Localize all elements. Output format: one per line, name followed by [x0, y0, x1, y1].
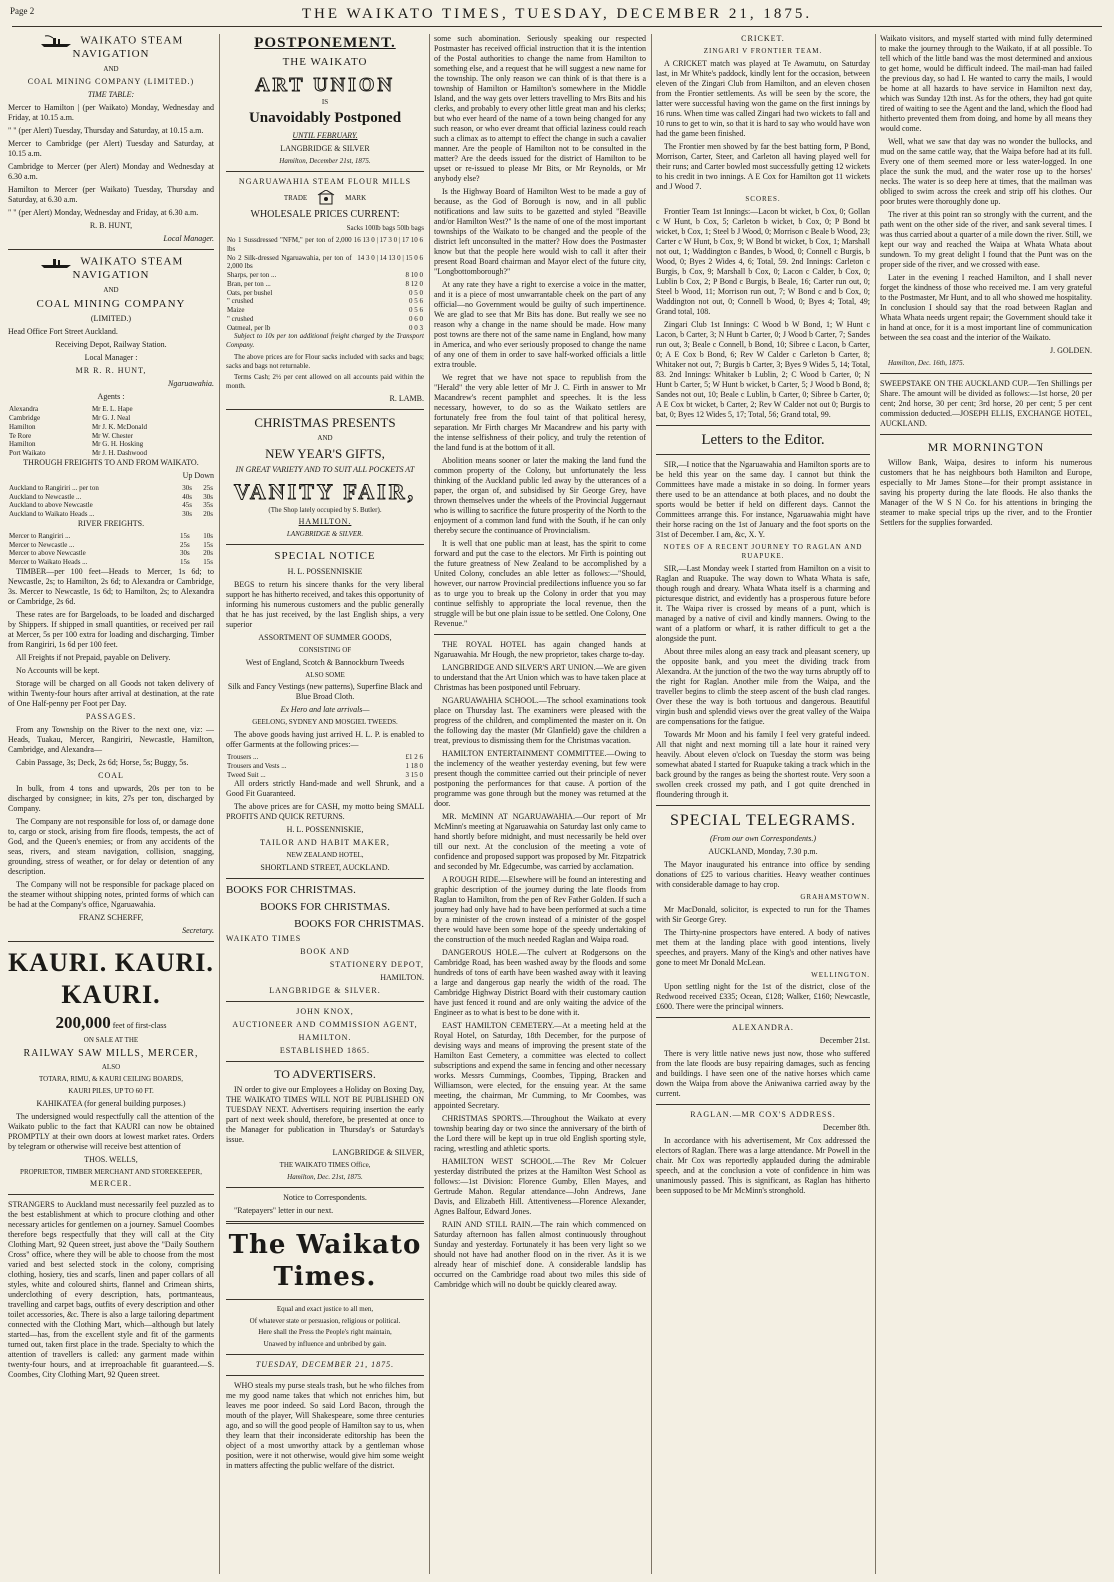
- ad-and: AND: [103, 65, 119, 74]
- article-divider: [434, 634, 646, 635]
- table-row: Trousers ... £1 2 6: [227, 753, 423, 761]
- postponement-headline: POSTPONEMENT.: [254, 35, 396, 51]
- local-manager-name: MR R. R. HUNT,: [75, 366, 147, 376]
- masthead-divider: [226, 1221, 424, 1224]
- freights-updown: Up Down: [182, 470, 214, 480]
- column-rule: [875, 34, 876, 1574]
- kauri-also: ALSO: [101, 1063, 121, 1072]
- hl-motto: The above prices are for CASH, my motto being SMALL PROFITS AND QUICK RETURNS.: [226, 802, 424, 822]
- table-row: Cambridge Mr G. J. Neal: [9, 414, 131, 423]
- waikato-times-depot: WAIKATO TIMES: [226, 934, 302, 944]
- leader-article: WHO steals my purse steals trash, but he who filches from me my good name takes that which not enriches him, but leaves me poor indeed. So said Lord Bacon, through the mouth of the player, Will Shakespeare, some three centuries ago, and so will the good people of Hamilton say to us, when they learn that their inconsiderate editorship has been the object of a most unworthy attack by a gentleman whose position, were it not otherwise, would give him some weight in matters affecting the public welfare of the district.: [226, 1380, 424, 1470]
- kauri-items: TOTARA, RIMU, & KAURI CEILING BOARDS,: [39, 1075, 183, 1084]
- leader-article-continued: We regret that we have not space to republish from the "Herald" the very able letter of Mr J. C. Firth in answer to Mr Macandrew's recent pamphlet and speeches. It is the less necessary, however, to do so as the Waikato settlers are fortunately free from the foul taint of that political heresy, separation. Mr Firth charges Mr Macandrew and his party with the intense selfishness of their policy, and truly the retention of the land fund is at the bottom of it all.: [434, 373, 646, 452]
- news-item: DANGEROUS HOLE.—The culvert at Rodgersons on the Cambridge Road, has been washed away by the floods and some hundreds of tons of earth have been washed away with it leaving a large and dangerous gap nearly the width of the road. The Cambridge Highway District Board with their customary caution have just fenced it round and are only waiting the advice of the Engineer as to what is best to be done with it.: [434, 948, 646, 1017]
- also-some-line: ALSO SOME: [305, 670, 345, 679]
- motto-line: Unawed by influence and unbribed by gain.: [263, 1340, 387, 1348]
- hl-prices-intro: The above goods having just arrived H. L. P. is enabled to offer Garments at the following prices:—: [226, 730, 424, 749]
- ad-divider: [8, 249, 214, 250]
- ad-signature: LANGBRIDGE & SILVER.: [269, 986, 381, 996]
- column-2: [226, 34, 424, 1574]
- coombes-advert: STRANGERS to Auckland must necessarily feel puzzled as to the best establishment at which to procure clothing and other necessary articles for gentlemen on a journey. Samuel Coombes therefore begs respectfully that they will call at the City Clothing Mart, 92 Queen street, just above the "Daily Southern Cross" office, where they will be able to choose from the most varied and best selected stock in the colony, comprising clothing, hosiery, ties and scarfs, linen and paper collars of all styles, white and coloured shirts, flannel and Crimean shirts, underclothing of every description, hats, portmanteaus, travelling and carpet bags, outfits of every description and other toilet accessories, &c. There is also a large tailoring department connected with the Clothing Mart, which—although but lately started—has, from the excellent style and fit of the garments turned out, taken first place in the trade. Specialty to which the attention of travellers is called: any garment made within twenty-four hours, and at irreproachable fit guaranteed.—S. Coombes, City Clothing Mart, 92 Queen street.: [8, 1200, 214, 1380]
- ad-signature-place: MERCER.: [90, 1179, 132, 1189]
- steamship-icon: [39, 255, 73, 269]
- receiving-depot: Receiving Depot, Railway Station.: [55, 340, 167, 350]
- steam-nav-ad-title: WAIKATO STEAM NAVIGATION: [8, 34, 214, 62]
- table-row: No 2 Silk-dressed Ngaruawahia, per ton of 2,000 lbs 14 3 0 | 14 13 0 | 15 0 6: [227, 253, 423, 271]
- journey-date: Hamilton, Dec. 16th, 1875.: [888, 359, 965, 367]
- books-for-christmas: BOOKS FOR CHRISTMAS.: [294, 917, 424, 930]
- geelong-line: GEELONG, SYDNEY AND MOSGIEL TWEEDS.: [252, 718, 398, 727]
- journey-continued: Later in the evening I reached Hamilton, and I shall never forget the kindness of those who received me. I am very grateful to the Postmaster, Mr Hunt, and to all who showed me hospitality. In conclusion I should say that the road between Raglan and Whata Whata needs urgent repair; the Government should take it in hand at once, for it is a most important line of communication between the sea coast and the interior of the Waikato.: [880, 273, 1092, 342]
- art-union-title: ART UNION: [255, 73, 395, 96]
- ad-place: HAMILTON.: [380, 973, 424, 983]
- liability-notice: The Company are not responsible for loss of, or damage done to, cargo or stock, arising from fire floods, tempests, the act of God, and the Queen's enemies; or from any accidents of the seas, rivers, and steam navigation, collision, snagging, grounding, stress of weather, or for delay or detention of any description.: [8, 816, 214, 876]
- vanity-fair-note: (The Shop lately occupied by S. Butler).: [268, 505, 382, 514]
- auctioneer-line: AUCTIONEER AND COMMISSION AGENT,: [232, 1020, 418, 1030]
- coal-title: COAL: [98, 770, 124, 780]
- news-item: A ROUGH RIDE.—Elsewhere will be found an interesting and graphic description of the journey during the late floods from Raglan to Hamilton, from the pen of Rev Father Golden. If such a journey had only have had to have been performed at such a time by a minister of the crown instead of a minister of the gospel there would have been some hope of the speedy undertaking of the construction of the much needed Raglan and Waipa road.: [434, 875, 646, 944]
- no-accounts-note: No Accounts will be kept.: [16, 665, 100, 675]
- stationery-depot: STATIONERY DEPOT,: [329, 960, 424, 970]
- leader-article-continued: Is the Highway Board of Hamilton West to be made a guy of because, as the God of Borough is now, and in all public notifications and law suits to be gazetted and styled "Beaville and/or Hamilton West?" Is the name of one of the most important townships of the Waikato to be changed and the people of the district left unconsulted in the matter? How does the Postmaster know but that the people here would wish to call it after their present Road Board chairman and Mayor elect of the future city, "Longbottomborough?": [434, 187, 646, 276]
- timetable-row: Hamilton to Mercer (per Waikato) Tuesday, Thursday and Saturday, at 6.30 a.m.: [8, 184, 214, 204]
- motto-line: Here shall the Press the People's right maintain,: [258, 1328, 392, 1337]
- art-union-the-waikato: THE WAIKATO: [282, 55, 368, 68]
- table-row: " crushed 0 6 0: [227, 314, 423, 323]
- table-row: Port Waikato Mr J. H. Dashwood: [9, 449, 147, 458]
- telegram-place: WELLINGTON.: [811, 970, 870, 979]
- telegram-place: GRAHAMSTOWN.: [800, 892, 870, 901]
- scores-zingari: Zingari Club 1st Innings: C Wood b W Bond, 1; W Hunt c Lacon, b Carter, 3; N Hunt b Carter, 0; J Wood b Carter, 7; Sandes run out, 3; Beale c Connell, b Bond, 10; Sibree c Lacon, b Carter, 0; A E Cox b Bond, 6; Rev W Calder c Carleton b Carter, 8; Whitaker not out, 7; Burgis b Carter, 3; Byes 9 Wides 5, 14; Total, 83. 2nd Innings: Whitaker b Lublin, 2; C Wood b Carter, 0; N Hunt b Carter, 5; W Hunt b wicket, b Carter, 5; J Wood b Bond, 8; Sandes not out, 10; Beale c Lublin, b Carter, 0; Sibree b Carter, 0; A E Cox bt wicket, b Carter, 2; Rev W Calder not out 0; Burgis to bat, 0; Byes 12 Wides 5, 17; Total, 56; Grand total, 99.: [656, 319, 870, 419]
- column-4: [656, 34, 870, 1574]
- table-row: Bran, per ton ... 8 12 0: [227, 279, 423, 288]
- cricket-report: A CRICKET match was played at Te Awamutu, on Saturday last, in Mr White's paddock, kindly lent for the occasion, between eleven of the Zingari Club from Hamilton, and an eleven chosen from the Frontier settlements. As will be seen by the score, the latter were successful having won the game on the first innings by 16 runs. When time was called Zingari had two wickets to fall and 10 runs to get to win, so that it is hard to say who would have won had the game been finished.: [656, 58, 870, 138]
- telegram-text: The Mayor inaugurated his entrance into office by sending donations of £25 to various charities. Heavy weather continues with considerable damage to hay crop.: [656, 859, 870, 889]
- terms-note: Terms Cash; 2½ per cent allowed on all accounts paid within the month.: [226, 373, 424, 390]
- news-item: EAST HAMILTON CEMETERY.—At a meeting held at the Royal Hotel, on Saturday, 18th December, for the purpose of devising ways and means of improving the present state of the Hamilton East Cemetery, a committee was elected to collect subscriptions and expend the same in fencing and other necessary works. Messrs Cummings, Coombes, Tipping, Bracken and Williamson, were elected, for the ensuing year. At the same meeting, the chairman, Mr Cumming, to Mr Coombes, was appointed Secretary.: [434, 1021, 646, 1110]
- scores-title: SCORES.: [745, 194, 781, 203]
- kauri-kahikatea: KAHIKATEA (for general building purposes.): [36, 1098, 186, 1108]
- journey-continued: Waikato visitors, and myself started with mind fully determined to make the journey through to the Waikato, if at all possible. To tell which of the little band was the most determined and anxious to get home, would be difficult indeed. The mail-man had failed the previous day, so had I. He wanted to carry the mails, I would be home at all hazards to have service in Hamilton next day, which was Sunday 12th inst. As for the others, they had got quite tired of waiting to see the Agent and the land, which the flood had hitherto prevented them from doing, and home by all means they would come.: [880, 34, 1092, 133]
- table-row: Trousers and Vests ... 1 18 0: [227, 761, 423, 770]
- vanity-fair-title: VANITY FAIR,: [233, 479, 417, 504]
- special-telegrams-title: SPECIAL TELEGRAMS.: [669, 811, 856, 829]
- table-row: Auckland to Newcastle ... 40s 30s: [9, 492, 213, 501]
- passages-text: From any Township on the River to the next one, viz: — Heads, Tuakau, Mercer, Rangiriri, Newcastle, Hamilton, Cambridge, and Alexandra—: [8, 724, 214, 754]
- freights-payable: All Freights if not Prepaid, payable on Delivery.: [16, 652, 171, 662]
- ad-divider: [880, 373, 1092, 374]
- flour-price-table: [226, 236, 424, 289]
- ad-divider: [226, 544, 424, 545]
- nameplate-rule: [226, 1299, 424, 1300]
- timetable-row: " " (per Alert) Monday, Wednesday and Friday, at 6.30 a.m.: [8, 207, 199, 217]
- oats-price-table: [226, 289, 424, 333]
- news-item: HAMILTON ENTERTAINMENT COMMITTEE.—Owing to the inclemency of the weather yesterday evening, but few were present though the committee carried out their principle of never postponing the performances for that cause. A portion of the programme was gone through but the money was returned at the door.: [434, 749, 646, 808]
- table-row: Mercer to Waikato Heads ... 15s 15s: [9, 558, 213, 567]
- ad-divider: [226, 1001, 424, 1002]
- unavoidably-postponed: Unavoidably Postponed: [248, 110, 402, 127]
- tailor-line: TAILOR AND HABIT MAKER,: [260, 838, 390, 848]
- ad-divider: [226, 409, 424, 410]
- timetable-row: " " (per Alert) Tuesday, Thursday and Saturday, at 10.15 a.m.: [8, 125, 204, 135]
- alexandra-text: There is very little native news just now, those who suffered from the late floods are busy repairing damages, such as fencing and buildings. I have seen one of the native horses which came down the Waipa from above the Aniwaniwa carried away by the current.: [656, 1049, 870, 1099]
- table-row: Mercer to above Newcastle 30s 20s: [9, 549, 213, 558]
- great-variety: IN GREAT VARIETY AND TO SUIT ALL POCKETS AT: [235, 465, 415, 474]
- ad-signature: THOS. WELLS,: [84, 1154, 138, 1164]
- timber-rates: TIMBER—per 100 feet—Heads to Mercer, 1s 6d; to Newcastle, 2s; to Hamilton, 2s 6d; to Alexandra or Cambridge, 3s. Mercer to Newcastle, 1s 6d; to Hamilton, 2s; to Alexandra or Cambridge, 2s 6d.: [8, 566, 214, 606]
- table-row: Hamilton Mr J. K. McDonald: [9, 422, 147, 431]
- ad-place: HAMILTON.: [298, 1033, 352, 1043]
- silk-line: Silk and Fancy Vestings (new patterns), Superfine Black and Blue Broad Cloth.: [227, 682, 423, 702]
- ad-divider: [8, 941, 214, 942]
- table-row: Auckland to Waikato Heads ... 30s 20s: [9, 510, 213, 519]
- special-notice-title: SPECIAL NOTICE: [274, 550, 376, 562]
- steam-nav-ad2-subtitle: COAL MINING COMPANY: [36, 297, 186, 310]
- masthead: [0, 4, 1114, 30]
- cricket-report: The Frontier men showed by far the best batting form, P Bond, Morrison, Carter, Steer, and Carleton all having played well for their runs; and Carter bowled most successfully getting 12 wickets to his credit in two innings. A E Cox for Hamilton got 11 wickets and J Wood 7.: [656, 141, 870, 191]
- wholesale-title: WHOLESALE PRICES CURRENT:: [250, 208, 400, 220]
- mornington-text: Willow Bank, Waipa, desires to inform his numerous customers that he has neighbours both Hamilton and Europe, especially to Mr James Stone—for their prompt assistance in saving his property during the late floods. He also thanks the Manager of the W S N Co. for his attentions in bringing the steamer to make special trips up the river, and to the Frontier Settlers for the supplies forwarded.: [880, 457, 1092, 527]
- ad-date: Hamilton, Dec. 21st, 1875.: [287, 1173, 363, 1181]
- ad-place: HAMILTON.: [298, 517, 352, 527]
- table-row: Hamilton Mr G. H. Hosking: [9, 440, 144, 449]
- ad-divider: [226, 1061, 424, 1062]
- to-advertisers-title: TO ADVERTISERS.: [274, 1067, 376, 1082]
- journey-signature: J. GOLDEN.: [1050, 346, 1092, 355]
- table-row: No 1 Sussdressed "NFM," per ton of 2,000 lbs 16 13 0 | 17 3 0 | 17 10 6: [227, 236, 423, 253]
- special-telegrams-subtitle: (From our own Correspondents.): [709, 833, 817, 843]
- table-row: Oats, per bushel 0 5 0: [227, 288, 423, 297]
- table-row: Mercer to Rangiriri ... 15s 10s: [9, 531, 213, 540]
- column-rule: [429, 34, 430, 1574]
- books-for-christmas: BOOKS FOR CHRISTMAS.: [226, 884, 356, 896]
- issue-dateline: TUESDAY, DECEMBER 21, 1875.: [255, 1359, 395, 1369]
- table-row: Sharps, per ton ... 8 10 0: [227, 271, 423, 279]
- paper-nameplate: The Waikato Times.: [228, 1229, 422, 1293]
- local-manager-place: Ngaruawahia.: [167, 379, 214, 389]
- sacks-note: Sacks 100lb bags 50lb bags: [346, 224, 424, 233]
- rates-note: These rates are for Bargeloads, to be loaded and discharged by Shippers. If shipped in small quantities, or received per rail at Mercer, 5s per 100 extra for loading and discharging. Timber from Rangiriri, 1s 6d per 100 feet.: [8, 609, 214, 649]
- table-row: Te Rore Mr W. Chester: [9, 431, 133, 440]
- motto-line: Equal and exact justice to all men,: [276, 1304, 374, 1313]
- timetable-row: Cambridge to Mercer (per Alert) Monday and Wednesday at 6.30 a.m.: [8, 161, 214, 181]
- raglan-title: RAGLAN.—MR COX'S ADDRESS.: [690, 1110, 836, 1120]
- cricket-subtitle: ZINGARI V FRONTIER TEAM.: [703, 47, 823, 55]
- tweeds-line: West of England, Scotch & Bannockburn Tweeds: [245, 657, 405, 667]
- agents-table: [8, 405, 214, 458]
- table-row: Mercer to Newcastle ... 25s 15s: [9, 540, 213, 549]
- leader-article-continued: some such abomination. Seriously speaking our respected Postmaster has received official instruction that it is the intention of the Postal authorities to change the name from Hamilton to something else, and a request that he will suggest a new name for the township. The only reason we can think of is that there is a township of Hamilton or Hamilton's somewhere in the Middle Island, and the way gets over letters travelling to Mrs Bits and his clerks, and probably to every other little great man and his clerks; but who ever heard of the name of a town being changed for any such reason, or who ever dreamt that official laziness could reach such a climax as to attempt to effect the change in such a cavalier manner. Are the people of Hamilton not to be consulted in the matter? Are the deeds issued for the district of Hamilton to be upset or re-issued to please Mr Bits, or Mr Reynolds, or Mr anybody else?: [434, 34, 646, 183]
- table-row: Alexandra Mr E. L. Hape: [9, 405, 133, 414]
- head-office: Head Office Fort Street Auckland.: [8, 327, 118, 337]
- assortment-line: ASSORTMENT OF SUMMER GOODS,: [258, 632, 392, 642]
- ad-signature: H. L. POSSENNISKIE,: [286, 825, 364, 835]
- ad-and: AND: [317, 434, 333, 442]
- masthead-rule: [12, 26, 1102, 27]
- alexandra-date: December 21st.: [819, 1036, 870, 1046]
- timetable-row: Mercer to Cambridge (per Alert) Tuesday and Saturday, at 10.15 a.m.: [8, 138, 214, 158]
- news-item: HAMILTON WEST SCHOOL.—The Rev Mr Colcuer yesterday distributed the prizes at the Hamilton West School as follows:—1st Division: Florence Gumby, Ellen Mayes, and Gertrude Mahon. Regular attendance—John Andrews, Jane Davis, and Elizabeth Hill. Attentiveness—Florence Alexander, Agnes Balfour, Edward Jones.: [434, 1157, 646, 1216]
- ad-signature: LANGBRIDGE & SILVER: [280, 144, 370, 153]
- possenniskie-text: BEGS to return his sincere thanks for the very liberal support he has hitherto received, and takes this opportunity of informing his numerous customers and the public generally that he has just received, by the last English ships, a very superior: [226, 579, 424, 629]
- notes-journey-text: Towards Mr Moon and his family I feel very grateful indeed. All that night and next morning till a late hour it rained very heavily. About eleven o'clock on Tuesday the storm was being somewhat abated I started for Ruapuke taking a track which in the back ground by the ranges as being the shortest route. Very soon a swollen creek crossed my path, and I got quite drenched in floundering through it.: [656, 729, 870, 799]
- letters-title: Letters to the Editor.: [701, 431, 825, 448]
- ex-hero-line: Ex Hero and late arrivals—: [280, 705, 370, 715]
- cricket-title: CRICKET.: [741, 34, 785, 43]
- telegram-text: Mr MacDonald, solicitor, is expected to run for the Thames with Sir George Grey.: [656, 904, 870, 924]
- john-knox: JOHN KNOX,: [296, 1007, 354, 1017]
- flour-mills-title: NGARUAWAHIA STEAM FLOUR MILLS: [238, 176, 412, 186]
- article-divider: [656, 425, 870, 426]
- leader-article-continued: Abolition means sooner or later the making the land fund the common property of the Colony, but unfortunately the less thinking of the Auckland public led away by the utterances of a paper, the organ of, and subsidised by Sir George Grey, have thrown themselves under the wheels of the Provincial Juggernaut who is willing to sacrifice the future prosperity of the North to the enjoyment of a common land fund with the South, if he can only thereby secure the continuance of Provincialism.: [434, 456, 646, 535]
- news-item: NGARUAWAHIA SCHOOL.—The school examinations took place on Thursday last. The examiners were pleased with the progress of the children, and complimented the master on it. On the following day the master (Mr Glanfield) gave the children a treat, previous to dismissing them for the Christmas vacation.: [434, 696, 646, 745]
- shortland-line: SHORTLAND STREET, AUCKLAND.: [260, 863, 390, 872]
- kauri-headline: KAURI. KAURI. KAURI.: [8, 947, 214, 1010]
- steam-nav-ad2-title: WAIKATO STEAM NAVIGATION: [8, 255, 214, 283]
- ad-divider: [8, 1194, 214, 1195]
- ad-signature: R. B. HUNT,: [89, 220, 133, 230]
- ad-signature-office: THE WAIKATO TIMES Office,: [279, 1161, 371, 1170]
- cabin-fares: Cabin Passage, 3s; Deck, 2s 6d; Horse, 5s; Buggy, 5s.: [16, 757, 189, 767]
- telegram-dateline: AUCKLAND, Monday, 7.30 p.m.: [708, 846, 818, 856]
- running-head: THE WAIKATO TIMES, TUESDAY, DECEMBER 21, 1875.: [301, 6, 813, 22]
- table-row: " crushed 0 5 6: [227, 297, 423, 306]
- telegram-text: Upon settling night for the 1st of the district, close of the Redwood received £335; Ocean, £128; Walker, £160; Newcastle, £600. There were the principal winners.: [656, 982, 870, 1012]
- article-divider: [656, 805, 870, 806]
- journey-continued: Well, what we saw that day was no wonder the bullocks, and mud on the same cattle way, that the Waipa before had at its full. Every one of them seemed more or less water-logged. In one place the sunk the mud, and the water rose up to the horses' necks. The water is so deep here at times, that the mailman was obliged to swim across the creek and strip off his clothes. Our poor brutes were thoroughly done up.: [880, 137, 1092, 206]
- column-5: [880, 34, 1092, 1574]
- coal-text: In bulk, from 4 tons and upwards, 20s per ton to be discharged by consignee; in kits, 27s per ton, discharged by Company.: [8, 783, 214, 813]
- ad-signature: LANGBRIDGE & SILVER.: [286, 530, 364, 539]
- steam-nav-ad2-ltd: (LIMITED.): [90, 314, 132, 324]
- established-line: ESTABLISHED 1865.: [279, 1046, 371, 1056]
- steamship-icon: [39, 34, 73, 48]
- table-row: Tweed Suit ... 3 15 0: [227, 770, 423, 779]
- notice-correspondents-title: Notice to Correspondents.: [283, 1192, 367, 1202]
- river-freights-title: RIVER FREIGHTS.: [77, 518, 145, 528]
- ad-signature: FRANZ SCHERFF,: [78, 912, 144, 922]
- kauri-mills: RAILWAY SAW MILLS, MERCER,: [23, 1047, 199, 1059]
- table-row: Oatmeal, per lb 0 0 3: [227, 323, 423, 332]
- possenniskie-name: H. L. POSSENNISKIE: [287, 566, 363, 576]
- column-rule: [651, 34, 652, 1574]
- notes-journey-text: About three miles along an easy track and pleasant scenery, up the opposite bank, and you meet the dividing track from Alexandra. At the junction of the two the way turns abruptly off to the right for Raglan. Another mile from the Waipa, and the traveller begins to climb the steep ascent of the bush clad ranges. Over these the way is both tortuous and dangerous. Beautiful virgin bush and splendid views over the great valley of the Waipa are compensations for the fatigue.: [656, 646, 870, 726]
- ad-signature: LANGBRIDGE & SILVER,: [332, 1148, 424, 1158]
- news-item: MR. McMINN AT NGARUAWAHIA.—Our report of Mr McMinn's meeting at Ngaruawahia on Saturday last only came to hand shortly before midnight, and must necessarily be held over till our next. At the conclusion of the meeting a vote of confidence and proposed support was proposed by Mr. Fitzpatrick and seconded by Mr. Edgecumbe, was carried by acclamation.: [434, 812, 646, 871]
- clothing-price-table: [226, 753, 424, 779]
- local-manager-label: Local Manager :: [84, 353, 138, 363]
- steam-nav-ad-subtitle: COAL MINING COMPANY (LIMITED.): [27, 76, 195, 86]
- column-1: [8, 34, 214, 1574]
- timetable-row: Mercer to Hamilton | (per Waikato) Monday, Wednesday and Friday, at 10.15 a.m.: [8, 102, 214, 122]
- storage-note: Storage will be charged on all Goods not taken delivery of within Twenty-four hours after arrival at destination, at the rate of One Half-penny per Foot per Day.: [8, 678, 214, 708]
- passages-title: PASSAGES.: [85, 711, 137, 721]
- kauri-sale: ON SALE AT THE: [83, 1036, 139, 1045]
- table-row: Maize 0 5 6: [227, 306, 423, 314]
- dateline-rule: [226, 1375, 424, 1376]
- shipping-notes-notice: The Company will not be responsible for package placed on the steamer without shipping notes, printed forms of which can be had at the Company's office, Ngaruawahia.: [8, 879, 214, 909]
- column-3: [434, 34, 646, 1574]
- leader-article-continued: It is well that one public man at least, has the spirit to come forward and put the case to the electors. Mr Firth is pointing out the future greatness of New Zealand to be accomplished by a United Colony, concludes an able letter as follows:—"Should, however, our narrow Provincial predilections influence you so far as to urge you to break up the Colony in order that you may continue selfishly to appropriate the local revenue, then the struggle will be but one plain issue to be settled. One Colony, One Revenue.": [434, 539, 646, 628]
- christmas-presents: CHRISTMAS PRESENTS: [254, 414, 396, 430]
- ad-date: Hamilton, December 21st, 1875.: [279, 157, 371, 165]
- sacks-allowed: The above prices are for Flour sacks included with sacks and bags; sacks and bags not returnable.: [226, 352, 424, 370]
- notes-journey-title: NOTES OF A RECENT JOURNEY TO RAGLAN AND RUAPUKE.: [663, 543, 863, 560]
- art-union-is: IS: [321, 97, 329, 106]
- dateline-rule: [226, 1354, 424, 1355]
- telegram-text: The Thirty-nine prospectors have entered. A body of natives met them at the landing place with good intentions, lively speeches, and prayers. Many of the King's and other natives have gone to meet Mr Donald McLean.: [656, 927, 870, 967]
- page-corner-label: Page 2: [10, 6, 35, 16]
- motto-line: Of whatever state or persuasion, religious or political.: [249, 1316, 401, 1325]
- freights-title: THROUGH FREIGHTS TO AND FROM WAIKATO.: [23, 457, 199, 467]
- until-february: UNTIL FEBRUARY.: [292, 131, 358, 140]
- ad-signature-role: PROPRIETOR, TIMBER MERCHANT AND STOREKEEPER,: [20, 1167, 202, 1176]
- raglan-text: In accordance with his advertisement, Mr Cox addressed the electors of Raglan. There was a large attendance. Mr Powell in the chair. Mr Cox was reportedly applauded during the admirable speech, and at the conclusion a vote of confidence in him was unanimously passed. This is significant, as Raglan has hitherto been supposed to be Mr McMinn's stronghold.: [656, 1136, 870, 1196]
- ad-and: AND: [103, 285, 119, 294]
- ad-divider: [226, 878, 424, 879]
- column-rule: [219, 34, 220, 1574]
- ad-signature: R. LAMB.: [389, 393, 424, 403]
- notes-journey-text: SIR,—Last Monday week I started from Hamilton on a visit to Raglan and Ruapuke. The way down to Whata Whata is safe, though rough and dreary. Whata Whata itself is a charming and picturesque district, and evidently has a prosperous future before it. The Waipa river is crossed by means of a punt, which is managed by a native of civil and kindly manners. Owing to the want of a platform or wharf, it is rather difficult to get a the alongside the punt.: [656, 563, 870, 643]
- agents-label: Agents :: [97, 392, 125, 402]
- article-divider: [656, 1104, 870, 1105]
- flour-mill-logo: [315, 190, 337, 206]
- ad-divider: [880, 434, 1092, 435]
- ad-divider: [226, 1187, 424, 1188]
- trade-mark-row: TRADE MARK: [226, 190, 424, 206]
- article-divider: [656, 1017, 870, 1018]
- ad-signature-role: Secretary.: [182, 925, 214, 935]
- nz-hotel-line: NEW ZEALAND HOTEL,: [286, 851, 364, 860]
- kauri-feet: 200,000 feet of first-class: [55, 1012, 167, 1032]
- book-and: BOOK AND: [300, 947, 350, 957]
- sweepstake-advert: SWEEPSTAKE ON THE AUCKLAND CUP.—Ten Shillings per Share. The amount will be divided as follows:—1st horse, 20 per cent; 2nd horse, 30 per cent; 3rd horse, 20 per cent; 5 per cent commission deducted.—JOSEPH ELLIS, EXCHANGE HOTEL, AUCKLAND.: [880, 378, 1092, 428]
- news-item: RAIN AND STILL RAIN.—The rain which commenced on Saturday afternoon has fallen almost continuously throughout Sunday and yesterday. Fortunately it has been very light so we should not have had another flood on in the river. As it is we already hear of mischief done. A considerable landslip has occurred on the Cambridge road about two miles this side of Cambridge which will no doubt be quickly cleared away.: [434, 1220, 646, 1289]
- news-item: THE ROYAL HOTEL has again changed hands at Ngaruawahia. Mr Hough, the new proprietor, takes charge to-day.: [434, 640, 646, 659]
- kauri-piles: KAURI PILES, UP TO 60 FT.: [68, 1086, 154, 1095]
- ad-signature-role: Local Manager.: [163, 233, 214, 243]
- river-freights-table: [8, 532, 214, 567]
- alexandra-title: ALEXANDRA.: [732, 1023, 794, 1033]
- news-item: LANGBRIDGE AND SILVER'S ART UNION.—We are given to understand that the Art Union which was to have taken place at Christmas has been postponed until February.: [434, 663, 646, 692]
- hl-orders: All orders strictly Hand-made and well Shrunk, and a Good Fit Guaranteed.: [226, 779, 424, 799]
- table-row: Auckland to Rangiriri ... per ton 30s 25s: [9, 483, 213, 492]
- kauri-text: The undersigned would respectfully call the attention of the Waikato public to the fact that KAURI can now be obtained PROMPTLY at their own doors at lowest market rates. Orders by telegram or otherwise will receive best attention of: [8, 1111, 214, 1151]
- article-divider: [656, 454, 870, 455]
- freights-table: [8, 484, 214, 519]
- letter-sports: SIR,—I notice that the Ngaruawahia and Hamilton sports are to be held this year on the same day. I cannot but think the Committees have made a mistake in so doing. In former years there used to be an attendance at both places, and no doubt the sports would be better if held on different days. Cannot the Committees arrange this. For instance, Ngaruawahia might have their horse racing on the 1st of January and the foot sports on the 31st of December. I am, &c, X. Y.: [656, 460, 870, 540]
- freight-note: Subject to 10s per ton additional freight charged by the Transport Company.: [226, 332, 424, 349]
- books-for-christmas: BOOKS FOR CHRISTMAS.: [260, 900, 390, 913]
- leader-article-continued: At any rate they have a right to exercise a voice in the matter, and it is a piece of most unwarrantable cheek on the part of any official—no Government would be guilty of such impertinence. We are glad to see that Mr Bits has done. But really we see no reason why a change in the name should be made. How many post towns are there not of the same name in England, how many in America, and who ever seriously proposed to change the name of any one of them in order to save half-worked officials a little extra trouble.: [434, 280, 646, 369]
- new-years-gifts: NEW YEAR'S GIFTS,: [265, 445, 385, 461]
- journey-continued: The river at this point ran so strongly with the current, and the path went on the other side of the river, and sank several times. I was thus carried about a quarter of a mile down the river. Still, we kept our way and reached the Waipa at Whata Whata about sundown. To my great delight I found that the Punt was on the proper side of the river, and we crossed with ease.: [880, 210, 1092, 269]
- table-row: Auckland to above Newcastle 45s 35s: [9, 501, 213, 510]
- news-item: CHRISTMAS SPORTS.—Throughout the Waikato at every township bearing day or two since the anniversary of the birth of the Lord there will be kept up in true old English sporting style, racing, wrestling and athletic sports.: [434, 1114, 646, 1153]
- raglan-date: December 8th.: [822, 1123, 870, 1133]
- mornington-title: MR MORNINGTON: [927, 439, 1045, 454]
- to-advertisers-text: IN order to give our Employees a Holiday on Boxing Day, THE WAIKATO TIMES WILL NOT BE PUBLISHED ON TUESDAY NEXT. Advertisers requiring insertion the early part of next week should, therefore, be presented at once to the Manager for publication in Thursday's or Saturday's issue.: [226, 1085, 424, 1145]
- notice-correspondents-text: "Ratepayers" letter in our next.: [234, 1205, 334, 1215]
- ad-divider: [226, 171, 424, 172]
- consisting-line: CONSISTING OF: [298, 645, 352, 654]
- timetable-title: TIME TABLE:: [87, 89, 135, 99]
- scores-frontier: Frontier Team 1st Innings:—Lacon bt wicket, b Cox, 0; Gollan c W Hunt, b Cox, 5; Carleton b wicket, b Cox, 0; P Bond bt wicket, b Cox, 1; Steel b J Wood, 0; Morrison c Beale b Wood, 23; Carter c W Hunt, b Cox, 9; W Bond bt wicket, b Cox, 1; Marshall not out, 1; Waddington c Bandes, b Wood, 0; Connell c Burgis, b Wood, 0; Byes 2 Wides 4, 6; Total, 59. 2nd Innings: Carleton c Burgis, b Cox, 9; Marshall b Cox, 0; Lacon c Calder, b Cox, 0; Lublin b Cox, 2; P Bond c Burgis, b Beale, 16; Carter run out, 0; Steel b Wood, 11; Morrison run out, 7; W Bond c and b Cox, 0; Waddington not out, 0; Connell b Wood, 0; Byes 4; Total, 49; Grand total, 108.: [656, 206, 870, 316]
